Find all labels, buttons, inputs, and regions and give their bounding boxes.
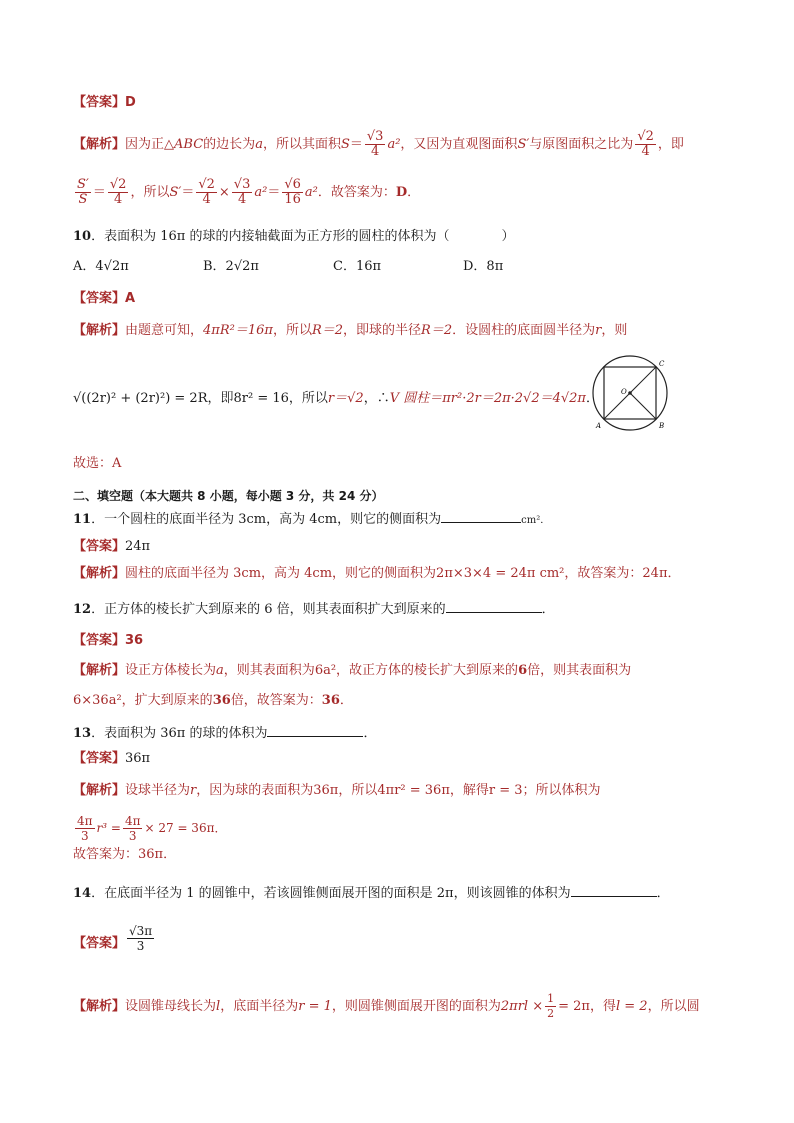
question-10 [73,228,514,246]
fraction: $\frac{√6}{16}$ [284,177,301,207]
analysis-12-line-1: 【解析】设正方体棱长为a，则其表面积为6a²，故正方体的棱长扩大到原来的6倍，则其表面积为 [73,663,632,678]
answer-blank [446,600,542,613]
label-b: B [659,422,665,430]
option-c: C．16π [333,259,382,274]
label-o: O [621,388,627,396]
label-c: C [659,360,665,368]
analysis-9-line-1: 【解析】因为正△ABC的边长为a，所以其面积S＝ $\frac{√3}{4}$ a²，又因为直观图面积S′与原图面积之比为 $\frac{√2}{4}$ ，即 [73,129,684,159]
option-a: A．4√2π [73,259,129,274]
question-11: 11．一个圆柱的底面半径为 3cm，高为 4cm，则它的侧面积为 cm²． [73,512,551,527]
center-point [628,391,632,395]
analysis-10-conclusion: 故选：A [73,456,122,471]
label-a: A [596,422,602,430]
fraction: $\frac{4\pi}{3}$ [124,814,141,843]
option-b: B．2√2π [203,259,259,274]
question-text: ．表面积为 16π 的球的内接轴截面为正方形的圆柱的体积为（ ） [91,229,515,244]
analysis-13-line-1: 【解析】设球半径为r，因为球的表面积为36π，所以4πr² = 36π，解得r = 3；所以体积为 [73,783,601,798]
sphere-cylinder-figure [590,352,672,434]
answer-blank [441,510,521,523]
analysis-14: 【解析】设圆锥母线长为l，底面半径为r = 1，则圆锥侧面展开图的面积为2πrl × $\frac{1}{2}$ = 2π，得l = 2，所以圆 [73,992,700,1020]
fraction: $\frac{S'}{S}$ [77,177,89,207]
analysis-9-line-2: $\frac{S'}{S}$ ＝ $\frac{√2}{4}$ ，所以S′＝ $\frac{√2}{4}$ × $\frac{√3}{4}$ a²＝ $\frac{√6}{16}$ a²．故答案为：D． [77,177,421,207]
analysis-10-line-2: √((2r)² + (2r)²) = 2R，即8r² = 16，所以r＝√2，∴V 圆柱＝πr²·2r＝2π·2√2＝4√2π． [73,391,599,406]
answer-12: 【答案】36 [73,633,144,648]
section-title: 二、填空题（本大题共 8 小题，每小题 3 分，共 24 分） [73,489,384,503]
answer-blank [267,724,363,737]
analysis-13-conclusion: 故答案为：36π． [73,847,177,862]
analysis-10-line-1: 【解析】由题意可知，4πR²＝16π，所以R＝2，即球的半径R＝2．设圆柱的底面圆半径为r，则 [73,323,628,338]
fraction: $\frac{√3\pi}{3}$ [129,924,153,953]
question-10-options [73,258,593,276]
fraction: $\frac{√2}{4}$ [637,129,654,159]
answer-13: 【答案】36π [73,751,151,766]
fraction: $\frac{√2}{4}$ [198,177,215,207]
answer-tag: 【答案】 [73,95,126,110]
option-d: D．8π [463,259,504,274]
fraction: $\frac{√3}{4}$ [233,177,251,207]
fraction: $\frac{√2}{4}$ [109,177,127,207]
analysis-tag: 【解析】 [73,137,126,152]
answer-9 [73,94,136,112]
answer-11: 【答案】24π [73,539,151,554]
question-number: 10 [73,229,92,244]
answer-10: 【答案】A [73,291,136,306]
analysis-13-line-2: $\frac{4\pi}{3}$ r³ = $\frac{4\pi}{3}$ × 27 = 36π． [77,814,227,843]
answer-14: 【答案】 $\frac{√3\pi}{3}$ [73,924,153,953]
fraction: $\frac{1}{2}$ [547,992,555,1020]
question-13: 13．表面积为 36π 的球的体积为 ． [73,726,377,741]
radius-line [630,393,656,419]
answer-value: D [125,95,136,110]
question-12: 12．正方体的棱长扩大到原来的 6 倍，则其表面积扩大到原来的 ． [73,602,555,617]
analysis-11: 【解析】圆柱的底面半径为 3cm，高为 4cm，则它的侧面积为2π×3×4 = 24π cm²，故答案为：24π． [73,566,681,581]
fraction: $\frac{4\pi}{3}$ [77,814,93,843]
fraction: $\frac{√3}{4}$ [366,129,384,159]
analysis-12-line-2: 6×36a²，扩大到原来的36倍，故答案为：36． [73,693,353,708]
answer-blank [571,884,657,897]
question-14: 14．在底面半径为 1 的圆锥中，若该圆锥侧面展开图的面积是 2π，则该圆锥的体积为 ． [73,886,670,901]
